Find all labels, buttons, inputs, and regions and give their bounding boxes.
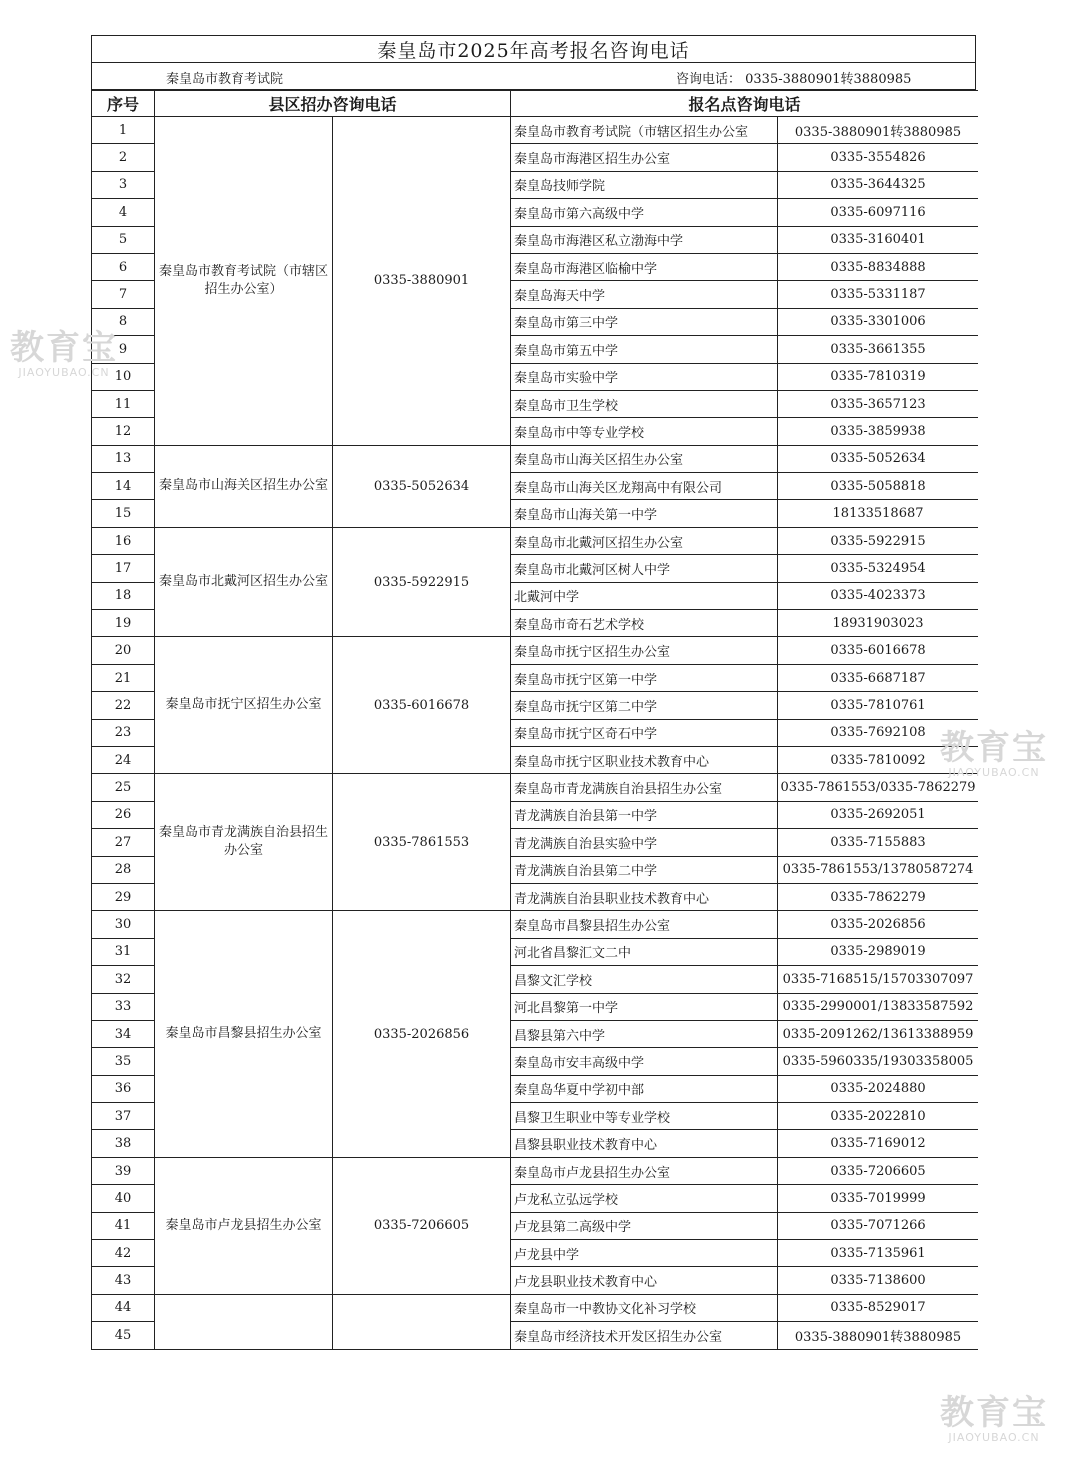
district-office: 秦皇岛市卢龙县招生办公室 xyxy=(155,1157,333,1294)
site-phone: 0335-5960335/19303358005 xyxy=(778,1048,978,1075)
row-number: 39 xyxy=(92,1157,155,1184)
site-name: 秦皇岛市第五中学 xyxy=(511,336,778,363)
site-name: 卢龙私立弘远学校 xyxy=(511,1185,778,1212)
row-number: 11 xyxy=(92,390,155,417)
row-number: 5 xyxy=(92,226,155,253)
site-phone: 0335-7169012 xyxy=(778,1130,978,1157)
site-name: 青龙满族自治县职业技术教育中心 xyxy=(511,883,778,910)
phone-table xyxy=(91,90,978,1350)
site-name: 秦皇岛市抚宁区招生办公室 xyxy=(511,637,778,664)
site-phone: 0335-8834888 xyxy=(778,253,978,280)
district-phone: 0335-3880901 xyxy=(333,117,511,446)
info-row xyxy=(91,62,976,90)
org-name: 秦皇岛市教育考试院 xyxy=(166,72,284,87)
site-name: 秦皇岛市第六高级中学 xyxy=(511,199,778,226)
title-text: 秦皇岛市2025年高考报名咨询电话 xyxy=(377,39,690,62)
row-number: 13 xyxy=(92,445,155,472)
site-name: 秦皇岛市抚宁区职业技术教育中心 xyxy=(511,746,778,773)
header-district: 县区招办咨询电话 xyxy=(155,91,511,117)
site-name: 秦皇岛市海港区私立渤海中学 xyxy=(511,226,778,253)
site-phone: 0335-5324954 xyxy=(778,555,978,582)
site-name: 秦皇岛市山海关区龙翔高中有限公司 xyxy=(511,473,778,500)
site-phone: 0335-6097116 xyxy=(778,199,978,226)
table-row xyxy=(92,911,979,938)
district-phone: 0335-6016678 xyxy=(333,637,511,774)
row-number: 18 xyxy=(92,582,155,609)
site-name: 秦皇岛市抚宁区第二中学 xyxy=(511,692,778,719)
site-phone: 0335-5058818 xyxy=(778,473,978,500)
site-phone: 0335-7206605 xyxy=(778,1157,978,1184)
row-number: 4 xyxy=(92,199,155,226)
site-name: 青龙满族自治县第二中学 xyxy=(511,856,778,883)
watermark-domain: JIAOYUBAO.CN xyxy=(18,366,110,379)
row-number: 17 xyxy=(92,555,155,582)
table-header-row xyxy=(92,91,979,117)
district-office: 秦皇岛市山海关区招生办公室 xyxy=(155,445,333,527)
row-number: 34 xyxy=(92,1020,155,1047)
site-name: 秦皇岛市海港区招生办公室 xyxy=(511,144,778,171)
header-no: 序号 xyxy=(92,91,155,117)
row-number: 9 xyxy=(92,336,155,363)
table-row xyxy=(92,445,979,472)
site-phone: 0335-3160401 xyxy=(778,226,978,253)
row-number: 40 xyxy=(92,1185,155,1212)
site-phone: 18931903023 xyxy=(778,610,978,637)
site-phone: 0335-6687187 xyxy=(778,664,978,691)
district-office: 秦皇岛市青龙满族自治县招生办公室 xyxy=(155,774,333,911)
site-phone: 0335-3644325 xyxy=(778,171,978,198)
row-number: 32 xyxy=(92,966,155,993)
row-number: 43 xyxy=(92,1267,155,1294)
row-number: 6 xyxy=(92,253,155,280)
site-phone: 0335-3880901转3880985 xyxy=(778,117,978,144)
district-phone: 0335-2026856 xyxy=(333,911,511,1158)
row-number: 12 xyxy=(92,418,155,445)
site-name: 秦皇岛市经济技术开发区招生办公室 xyxy=(511,1322,778,1349)
row-number: 14 xyxy=(92,473,155,500)
site-name: 秦皇岛市教育考试院（市辖区招生办公室 xyxy=(511,117,778,144)
site-phone: 0335-7692108 xyxy=(778,719,978,746)
site-name: 秦皇岛市一中教协文化补习学校 xyxy=(511,1294,778,1321)
row-number: 30 xyxy=(92,911,155,938)
row-number: 20 xyxy=(92,637,155,664)
site-phone: 0335-7138600 xyxy=(778,1267,978,1294)
district-office: 秦皇岛市抚宁区招生办公室 xyxy=(155,637,333,774)
site-phone: 0335-2022810 xyxy=(778,1103,978,1130)
site-name: 青龙满族自治县第一中学 xyxy=(511,801,778,828)
site-name: 秦皇岛市卫生学校 xyxy=(511,390,778,417)
row-number: 7 xyxy=(92,281,155,308)
site-name: 昌黎县职业技术教育中心 xyxy=(511,1130,778,1157)
table-row xyxy=(92,1294,979,1321)
site-name: 秦皇岛市海港区临榆中学 xyxy=(511,253,778,280)
site-phone: 0335-3554826 xyxy=(778,144,978,171)
row-number: 42 xyxy=(92,1240,155,1267)
site-name: 秦皇岛市山海关区招生办公室 xyxy=(511,445,778,472)
site-phone: 0335-2024880 xyxy=(778,1075,978,1102)
row-number: 38 xyxy=(92,1130,155,1157)
row-number: 2 xyxy=(92,144,155,171)
row-number: 44 xyxy=(92,1294,155,1321)
site-name: 秦皇岛华夏中学初中部 xyxy=(511,1075,778,1102)
row-number: 21 xyxy=(92,664,155,691)
site-name: 卢龙县第二高级中学 xyxy=(511,1212,778,1239)
site-name: 秦皇岛市第三中学 xyxy=(511,308,778,335)
district-office: 秦皇岛市北戴河区招生办公室 xyxy=(155,527,333,637)
row-number: 45 xyxy=(92,1322,155,1349)
site-name: 昌黎卫生职业中等专业学校 xyxy=(511,1103,778,1130)
site-name: 秦皇岛市山海关第一中学 xyxy=(511,500,778,527)
row-number: 27 xyxy=(92,829,155,856)
site-name: 秦皇岛市安丰高级中学 xyxy=(511,1048,778,1075)
row-number: 22 xyxy=(92,692,155,719)
site-phone: 0335-3661355 xyxy=(778,336,978,363)
district-phone: 0335-5052634 xyxy=(333,445,511,527)
site-phone: 0335-7861553/13780587274 xyxy=(778,856,978,883)
site-name: 秦皇岛市卢龙县招生办公室 xyxy=(511,1157,778,1184)
row-number: 16 xyxy=(92,527,155,554)
site-name: 卢龙县职业技术教育中心 xyxy=(511,1267,778,1294)
row-number: 29 xyxy=(92,883,155,910)
site-phone: 0335-7810319 xyxy=(778,363,978,390)
site-phone: 0335-2026856 xyxy=(778,911,978,938)
site-phone: 0335-7168515/15703307097 xyxy=(778,966,978,993)
site-name: 秦皇岛市奇石艺术学校 xyxy=(511,610,778,637)
hotline: 咨询电话： 0335-3880901转3880985 xyxy=(676,72,912,87)
row-number: 1 xyxy=(92,117,155,144)
site-phone: 0335-3301006 xyxy=(778,308,978,335)
site-name: 北戴河中学 xyxy=(511,582,778,609)
site-phone: 0335-4023373 xyxy=(778,582,978,609)
site-phone: 0335-7155883 xyxy=(778,829,978,856)
site-name: 河北省昌黎汇文二中 xyxy=(511,938,778,965)
table-body xyxy=(92,117,979,1350)
table-row xyxy=(92,527,979,554)
site-name: 秦皇岛市青龙满族自治县招生办公室 xyxy=(511,774,778,801)
site-phone: 0335-7861553/0335-7862279 xyxy=(778,774,978,801)
row-number: 37 xyxy=(92,1103,155,1130)
district-phone xyxy=(333,1294,511,1349)
row-number: 33 xyxy=(92,993,155,1020)
site-name: 秦皇岛市抚宁区奇石中学 xyxy=(511,719,778,746)
watermark-logo-text: 教育宝 xyxy=(10,328,118,368)
site-phone: 0335-2989019 xyxy=(778,938,978,965)
site-name: 秦皇岛技师学院 xyxy=(511,171,778,198)
row-number: 31 xyxy=(92,938,155,965)
district-office: 秦皇岛市教育考试院（市辖区招生办公室） xyxy=(155,117,333,446)
row-number: 28 xyxy=(92,856,155,883)
row-number: 19 xyxy=(92,610,155,637)
row-number: 10 xyxy=(92,363,155,390)
site-phone: 0335-7810092 xyxy=(778,746,978,773)
row-number: 25 xyxy=(92,774,155,801)
site-name: 秦皇岛市抚宁区第一中学 xyxy=(511,664,778,691)
site-phone: 0335-7135961 xyxy=(778,1240,978,1267)
row-number: 26 xyxy=(92,801,155,828)
site-name: 秦皇岛市中等专业学校 xyxy=(511,418,778,445)
site-phone: 0335-7071266 xyxy=(778,1212,978,1239)
district-office: 秦皇岛市昌黎县招生办公室 xyxy=(155,911,333,1158)
site-phone: 0335-2990001/13833587592 xyxy=(778,993,978,1020)
row-number: 8 xyxy=(92,308,155,335)
site-phone: 0335-6016678 xyxy=(778,637,978,664)
table-row xyxy=(92,1157,979,1184)
site-phone: 0335-8529017 xyxy=(778,1294,978,1321)
site-name: 秦皇岛市北戴河区树人中学 xyxy=(511,555,778,582)
site-phone: 18133518687 xyxy=(778,500,978,527)
watermark-domain: JIAOYUBAO.CN xyxy=(948,766,1040,779)
site-name: 秦皇岛市昌黎县招生办公室 xyxy=(511,911,778,938)
site-name: 卢龙县中学 xyxy=(511,1240,778,1267)
site-name: 秦皇岛市实验中学 xyxy=(511,363,778,390)
watermark-domain: JIAOYUBAO.CN xyxy=(948,1431,1040,1444)
site-phone: 0335-5052634 xyxy=(778,445,978,472)
table-row xyxy=(92,117,979,144)
district-phone: 0335-5922915 xyxy=(333,527,511,637)
site-phone: 0335-2692051 xyxy=(778,801,978,828)
watermark-bottom xyxy=(940,1395,1048,1444)
site-name: 青龙满族自治县实验中学 xyxy=(511,829,778,856)
document-title xyxy=(91,35,976,63)
district-phone: 0335-7861553 xyxy=(333,774,511,911)
watermark-logo-text: 教育宝 xyxy=(940,1393,1048,1433)
site-phone: 0335-3880901转3880985 xyxy=(778,1322,978,1349)
site-phone: 0335-7019999 xyxy=(778,1185,978,1212)
district-office xyxy=(155,1294,333,1349)
table-row xyxy=(92,637,979,664)
site-phone: 0335-3657123 xyxy=(778,390,978,417)
row-number: 15 xyxy=(92,500,155,527)
site-phone: 0335-5331187 xyxy=(778,281,978,308)
watermark-logo-text: 教育宝 xyxy=(940,728,1048,768)
header-site: 报名点咨询电话 xyxy=(511,91,978,117)
row-number: 24 xyxy=(92,746,155,773)
site-name: 昌黎县第六中学 xyxy=(511,1020,778,1047)
row-number: 35 xyxy=(92,1048,155,1075)
site-phone: 0335-7862279 xyxy=(778,883,978,910)
site-phone: 0335-5922915 xyxy=(778,527,978,554)
site-name: 河北昌黎第一中学 xyxy=(511,993,778,1020)
document-sheet xyxy=(91,35,978,1365)
site-phone: 0335-3859938 xyxy=(778,418,978,445)
site-name: 秦皇岛市北戴河区招生办公室 xyxy=(511,527,778,554)
row-number: 36 xyxy=(92,1075,155,1102)
site-name: 秦皇岛海天中学 xyxy=(511,281,778,308)
site-name: 昌黎文汇学校 xyxy=(511,966,778,993)
site-phone: 0335-2091262/13613388959 xyxy=(778,1020,978,1047)
table-row xyxy=(92,774,979,801)
row-number: 3 xyxy=(92,171,155,198)
row-number: 23 xyxy=(92,719,155,746)
site-phone: 0335-7810761 xyxy=(778,692,978,719)
row-number: 41 xyxy=(92,1212,155,1239)
district-phone: 0335-7206605 xyxy=(333,1157,511,1294)
